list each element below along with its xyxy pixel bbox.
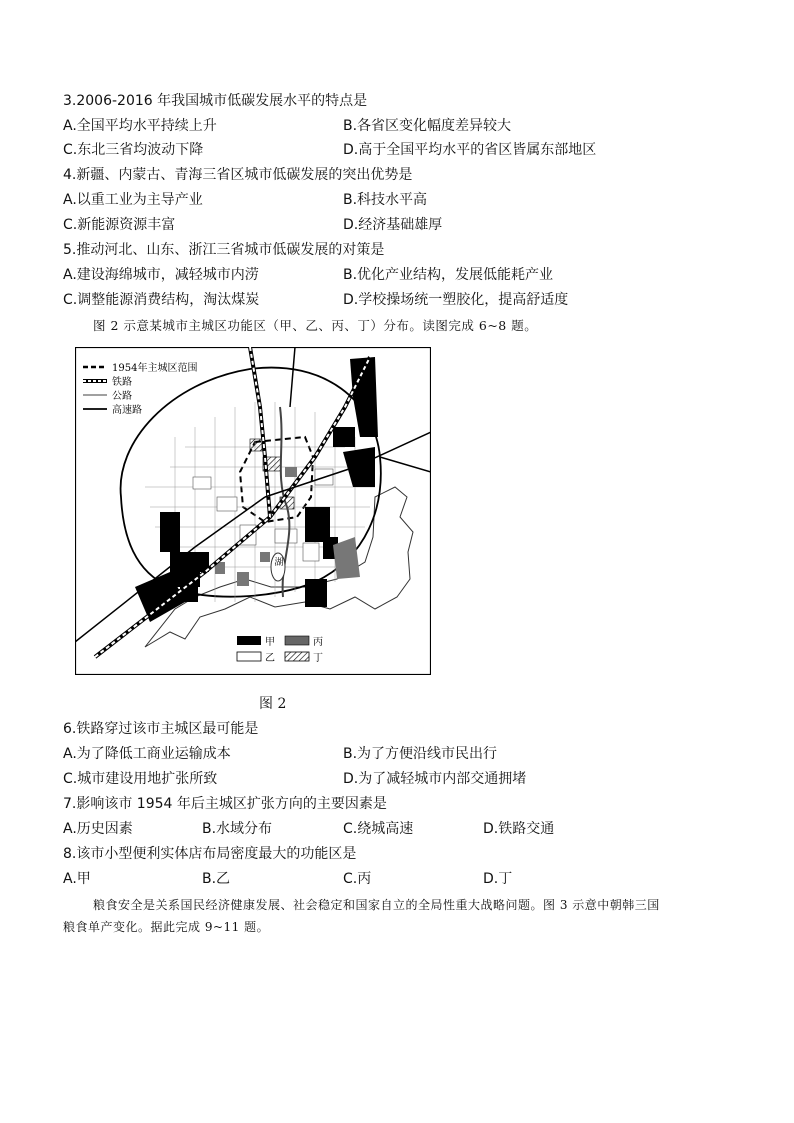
q7-option-b: B.水域分布	[202, 821, 273, 837]
legend-yi: 乙	[265, 653, 275, 664]
q8-option-b: B.乙	[202, 871, 231, 887]
q8-stem: 8.该市小型便利实体店布局密度最大的功能区是	[63, 846, 357, 862]
figure-2-caption: 图 2	[259, 696, 287, 712]
q4-option-a: A.以重工业为主导产业	[63, 192, 203, 208]
q7-option-a: A.历史因素	[63, 821, 133, 837]
q6-option-a: A.为了降低工商业运输成本	[63, 746, 231, 762]
legend-road: 公路	[112, 391, 132, 402]
legend-jia: 甲	[265, 637, 275, 648]
q4-option-b: B.科技水平高	[343, 192, 428, 208]
q6-option-d: D.为了减轻城市内部交通拥堵	[343, 771, 527, 787]
q6-option-c: C.城市建设用地扩张所致	[63, 771, 218, 787]
q5-option-b: B.优化产业结构，发展低能耗产业	[343, 267, 554, 283]
q8-option-c: C.丙	[343, 871, 372, 887]
q7-option-d: D.铁路交通	[483, 821, 555, 837]
q4-option-c: C.新能源资源丰富	[63, 217, 176, 233]
q3-option-a: A.全国平均水平持续上升	[63, 118, 217, 134]
city-function-zone-map	[75, 347, 431, 675]
legend-ding: 丁	[313, 653, 323, 664]
legend-highway: 高速路	[112, 405, 142, 416]
lake-label: 湖	[274, 558, 284, 568]
q6-option-b: B.为了方便沿线市民出行	[343, 746, 498, 762]
q5-option-c: C.调整能源消费结构，淘汰煤炭	[63, 292, 260, 308]
q7-stem: 7.影响该市 1954 年后主城区扩张方向的主要因素是	[63, 796, 387, 812]
q5-option-a: A.建设海绵城市，减轻城市内涝	[63, 267, 259, 283]
legend-boundary-1954: 1954年主城区范围	[112, 363, 198, 374]
q8-option-a: A.甲	[63, 871, 91, 887]
q4-stem: 4.新疆、内蒙古、青海三省区城市低碳发展的突出优势是	[63, 167, 413, 183]
q8-option-d: D.丁	[483, 871, 513, 887]
q7-option-c: C.绕城高速	[343, 821, 414, 837]
legend-railway: 铁路	[112, 377, 132, 388]
q6-stem: 6.铁路穿过该市主城区最可能是	[63, 721, 259, 737]
q3-stem: 3.2006-2016 年我国城市低碳发展水平的特点是	[63, 93, 368, 109]
q5-stem: 5.推动河北、山东、浙江三省城市低碳发展的对策是	[63, 242, 385, 258]
q3-option-b: B.各省区变化幅度差异较大	[343, 118, 512, 134]
q3-option-c: C.东北三省均波动下降	[63, 142, 204, 158]
figure-2-intro: 图 2 示意某城市主城区功能区（甲、乙、丙、丁）分布。读图完成 6~8 题。	[93, 318, 538, 333]
q3-option-d: D.高于全国平均水平的省区皆属东部地区	[343, 142, 597, 158]
legend-bing: 丙	[313, 637, 323, 648]
figure-3-intro-line2: 粮食单产变化。据此完成 9~11 题。	[63, 920, 270, 934]
figure-3-intro-line1: 粮食安全是关系国民经济健康发展、社会稳定和国家自立的全局性重大战略问题。图 3 示意中朝韩三国	[93, 898, 660, 912]
q4-option-d: D.经济基础雄厚	[343, 217, 443, 233]
q5-option-d: D.学校操场统一塑胶化，提高舒适度	[343, 292, 569, 308]
